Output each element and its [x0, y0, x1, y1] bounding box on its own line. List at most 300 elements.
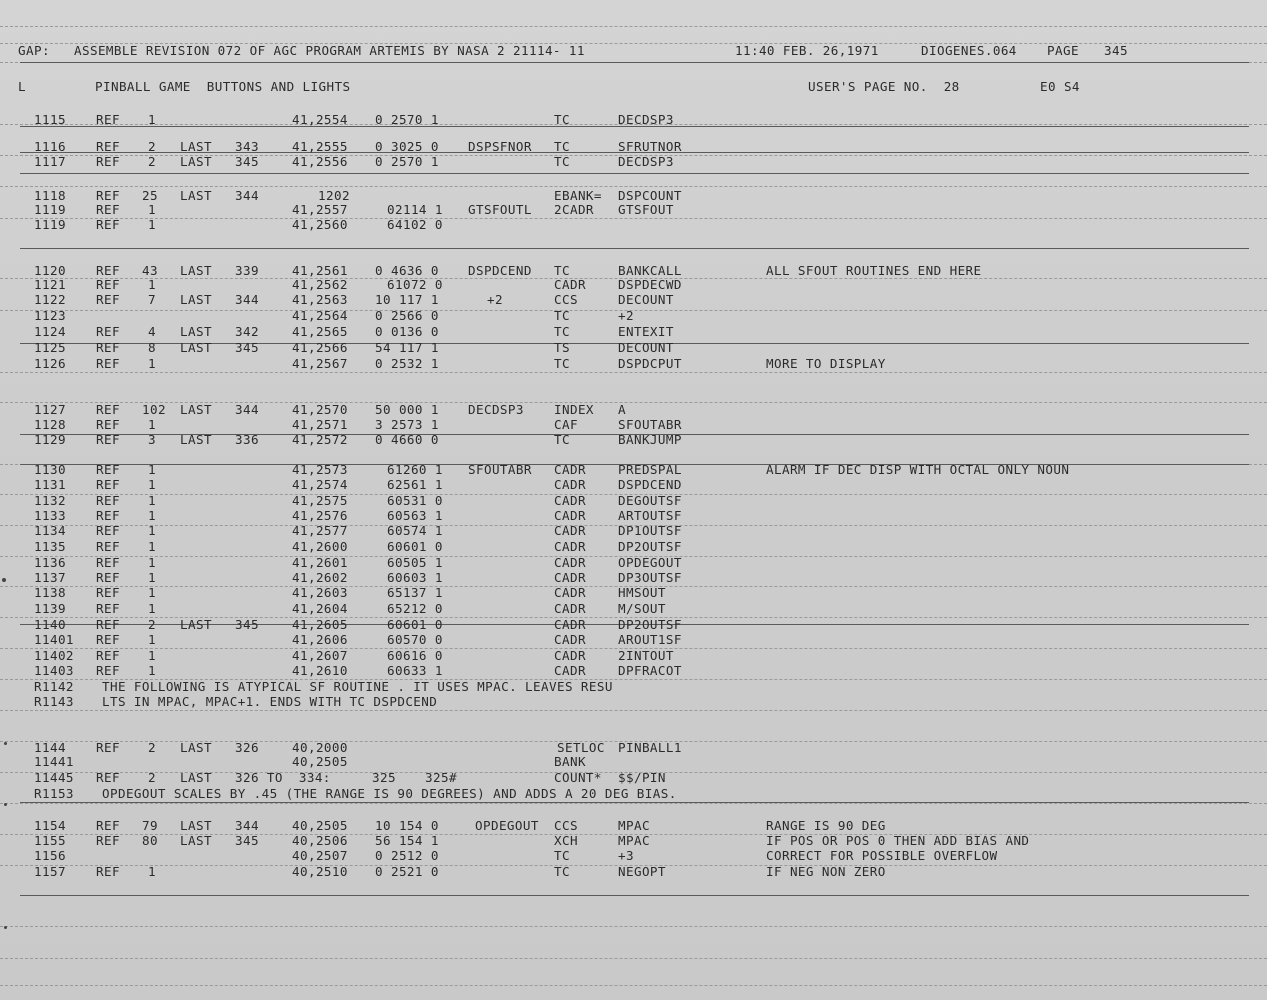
- listing-n: 1116: [34, 139, 66, 154]
- listing-ref: REF: [96, 740, 120, 755]
- listing-lp: 326 TO 334:: [235, 770, 331, 785]
- listing-ref: REF: [96, 477, 120, 492]
- listing-n: 1119: [34, 217, 66, 232]
- diogenes-id: DIOGENES.064: [921, 43, 1017, 58]
- users-page-number: USER'S PAGE NO. 28: [808, 79, 960, 94]
- listing-cnt: 1: [148, 217, 156, 232]
- listing-ref: REF: [96, 508, 120, 523]
- listing-n: 11445: [34, 770, 74, 785]
- listing-op: CADR: [554, 617, 586, 632]
- listing-cnt: 1: [148, 570, 156, 585]
- listing-last: LAST: [180, 292, 212, 307]
- listing-n: 1122: [34, 292, 66, 307]
- listing-ref: REF: [96, 770, 120, 785]
- listing-ref: REF: [96, 462, 120, 477]
- listing-lp: 344: [235, 292, 259, 307]
- listing-cnt: 1: [148, 417, 156, 432]
- listing-cnt: 4: [148, 324, 156, 339]
- listing-ref: REF: [96, 217, 120, 232]
- margin-mark: [2, 578, 6, 582]
- listing-op: CADR: [554, 632, 586, 647]
- listing-ref: REF: [96, 617, 120, 632]
- listing-last: LAST: [180, 770, 212, 785]
- eo-marker: E0 S4: [1040, 79, 1080, 94]
- listing-last: LAST: [180, 340, 212, 355]
- listing-operand: DECOUNT: [618, 340, 674, 355]
- listing-addr: 41,2601: [292, 555, 348, 570]
- listing-cnt: 2: [148, 154, 156, 169]
- listing-n: 1132: [34, 493, 66, 508]
- listing-n: 1130: [34, 462, 66, 477]
- listing-code: 60531 0: [387, 493, 443, 508]
- listing-code: 60616 0: [387, 648, 443, 663]
- listing-operand: SFRUTNOR: [618, 139, 682, 154]
- listing-ref: REF: [96, 818, 120, 833]
- listing-n: 1126: [34, 356, 66, 371]
- listing-operand: HMSOUT: [618, 585, 666, 600]
- listing-operand: DSPDCEND: [618, 477, 682, 492]
- listing-n: 1144: [34, 740, 66, 755]
- listing-comment: RANGE IS 90 DEG: [766, 818, 886, 833]
- listing-addr: 40,2506: [292, 833, 348, 848]
- listing-operand: DECDSP3: [618, 112, 674, 127]
- listing-code: 0 2570 1: [375, 112, 439, 127]
- listing-operand: DEGOUTSF: [618, 493, 682, 508]
- listing-comment: IF POS OR POS 0 THEN ADD BIAS AND: [766, 833, 1030, 848]
- margin-mark: [4, 926, 7, 929]
- listing-lp: 345: [235, 154, 259, 169]
- listing-cnt: 1: [148, 539, 156, 554]
- listing-n: 1156: [34, 848, 66, 863]
- listing-addr: 41,2560: [292, 217, 348, 232]
- listing-operand: NEGOPT: [618, 864, 666, 879]
- listing-last: LAST: [180, 188, 212, 203]
- listing-cnt: 1: [148, 493, 156, 508]
- listing-lp: 339: [235, 263, 259, 278]
- listing-cnt: 1: [148, 864, 156, 879]
- listing-op: CADR: [554, 555, 586, 570]
- listing-addr: 41,2565: [292, 324, 348, 339]
- listing-op: SETLOC: [557, 740, 605, 755]
- listing-operand: +3: [618, 848, 634, 863]
- listing-n: 1123: [34, 308, 66, 323]
- listing-operand: A: [618, 402, 626, 417]
- listing-operand: DP2OUTSF: [618, 539, 682, 554]
- listing-lp: 345: [235, 340, 259, 355]
- listing-code: 65137 1: [387, 585, 443, 600]
- listing-op: CADR: [554, 477, 586, 492]
- listing-operand: SFOUTABR: [618, 417, 682, 432]
- listing-operand: +2: [618, 308, 634, 323]
- listing-n: 1136: [34, 555, 66, 570]
- listing-code: 10 154 0: [375, 818, 439, 833]
- listing-operand: OPDEGOUT: [618, 555, 682, 570]
- gap-label: GAP:: [18, 43, 50, 58]
- listing-code: 60563 1: [387, 508, 443, 523]
- listing-operand: MPAC: [618, 833, 650, 848]
- listing-cnt: 79: [142, 818, 158, 833]
- listing-n: 1127: [34, 402, 66, 417]
- listing-op: CCS: [554, 292, 578, 307]
- listing-code: 54 117 1: [375, 340, 439, 355]
- listing-label: SFOUTABR: [468, 462, 532, 477]
- listing-code: 60603 1: [387, 570, 443, 585]
- listing-cnt: 1: [148, 356, 156, 371]
- listing-addr: 41,2562: [292, 277, 348, 292]
- listing-operand: DP2OUTSF: [618, 617, 682, 632]
- listing-addr: 1202: [318, 188, 350, 203]
- listing-last: LAST: [180, 139, 212, 154]
- listing-code: 60601 0: [387, 539, 443, 554]
- listing-code: 60601 0: [387, 617, 443, 632]
- listing-code: 10 117 1: [375, 292, 439, 307]
- listing-op: EBANK=: [554, 188, 602, 203]
- listing-addr: 41,2575: [292, 493, 348, 508]
- listing-ref: REF: [96, 202, 120, 217]
- listing-cnt: 1: [148, 508, 156, 523]
- listing-operand: M/SOUT: [618, 601, 666, 616]
- listing-lp: 336: [235, 432, 259, 447]
- listing-ref: REF: [96, 570, 120, 585]
- section-title: PINBALL GAME BUTTONS AND LIGHTS: [95, 79, 351, 94]
- listing-code: 60505 1: [387, 555, 443, 570]
- listing-cnt: 2: [148, 617, 156, 632]
- listing-n: 1125: [34, 340, 66, 355]
- margin-mark: [4, 803, 7, 806]
- listing-label: +2: [487, 292, 503, 307]
- listing-op: CADR: [554, 508, 586, 523]
- listing-addr: 41,2577: [292, 523, 348, 538]
- listing-label: DECDSP3: [468, 402, 524, 417]
- listing-cnt: 43: [142, 263, 158, 278]
- listing-last: LAST: [180, 833, 212, 848]
- listing-lp: 344: [235, 188, 259, 203]
- listing-n: 1128: [34, 417, 66, 432]
- listing-n: 1119: [34, 202, 66, 217]
- listing-n: 11403: [34, 663, 74, 678]
- listing-addr: 41,2576: [292, 508, 348, 523]
- listing-label: GTSFOUTL: [468, 202, 532, 217]
- listing-code: 0 0136 0: [375, 324, 439, 339]
- listing-cnt: 1: [148, 523, 156, 538]
- listing-n: 1124: [34, 324, 66, 339]
- listing-ref: REF: [96, 864, 120, 879]
- timestamp: 11:40 FEB. 26,1971: [735, 43, 879, 58]
- listing-n: 1138: [34, 585, 66, 600]
- listing-cnt: 2: [148, 139, 156, 154]
- listing-ref: REF: [96, 324, 120, 339]
- listing-op: CCS: [554, 818, 578, 833]
- listing-ref: REF: [96, 356, 120, 371]
- listing-n: R1142: [34, 679, 74, 694]
- listing-n: 1131: [34, 477, 66, 492]
- listing-operand: PREDSPAL: [618, 462, 682, 477]
- listing-lp: 344: [235, 402, 259, 417]
- listing-cnt: 7: [148, 292, 156, 307]
- listing-code: 0 4636 0: [375, 263, 439, 278]
- listing-n: 1157: [34, 864, 66, 879]
- listing-cnt: 1: [148, 462, 156, 477]
- listing-cnt: 80: [142, 833, 158, 848]
- listing-operand: BANKCALL: [618, 263, 682, 278]
- listing-operand: GTSFOUT: [618, 202, 674, 217]
- listing-ref: REF: [96, 539, 120, 554]
- listing-n: 1139: [34, 601, 66, 616]
- listing-label: DSPSFNOR: [468, 139, 532, 154]
- listing-op: CADR: [554, 523, 586, 538]
- listing-operand: AROUT1SF: [618, 632, 682, 647]
- listing-ref: REF: [96, 277, 120, 292]
- listing-cnt: 3: [148, 432, 156, 447]
- listing-code: 61072 0: [387, 277, 443, 292]
- listing-addr: 41,2563: [292, 292, 348, 307]
- listing-operand: DECDSP3: [618, 154, 674, 169]
- listing-addr: 40,2505: [292, 818, 348, 833]
- listing-op: BANK: [554, 754, 586, 769]
- listing-cnt: 2: [148, 770, 156, 785]
- listing-lp: 345: [235, 833, 259, 848]
- listing-addr: 41,2566: [292, 340, 348, 355]
- listing-cnt: 1: [148, 601, 156, 616]
- listing-text: LTS IN MPAC, MPAC+1. ENDS WITH TC DSPDCEND: [102, 694, 438, 709]
- listing-operand: MPAC: [618, 818, 650, 833]
- listing-code: 0 3025 0: [375, 139, 439, 154]
- listing-code: 61260 1: [387, 462, 443, 477]
- listing-code: 0 2532 1: [375, 356, 439, 371]
- listing-n: 1121: [34, 277, 66, 292]
- listing-ref: REF: [96, 263, 120, 278]
- listing-addr: 41,2561: [292, 263, 348, 278]
- listing-lp: 343: [235, 139, 259, 154]
- listing-operand: DP3OUTSF: [618, 570, 682, 585]
- listing-addr: 41,2603: [292, 585, 348, 600]
- listing-cnt: 1: [148, 202, 156, 217]
- listing-operand: PINBALL1: [618, 740, 682, 755]
- listing-addr: 40,2507: [292, 848, 348, 863]
- listing-last: LAST: [180, 324, 212, 339]
- listing-code: 60574 1: [387, 523, 443, 538]
- listing-operand: DPFRACOT: [618, 663, 682, 678]
- listing-addr: 41,2607: [292, 648, 348, 663]
- listing-comment: ALL SFOUT ROUTINES END HERE: [766, 263, 982, 278]
- listing-ref: REF: [96, 632, 120, 647]
- page-subheader: [0, 79, 1080, 95]
- listing-addr: 41,2605: [292, 617, 348, 632]
- listing-op: TC: [554, 324, 570, 339]
- listing-op: TC: [554, 356, 570, 371]
- page-header: [0, 43, 1128, 59]
- listing-n: 1117: [34, 154, 66, 169]
- listing-n: R1153: [34, 786, 74, 801]
- listing-op: TC: [554, 112, 570, 127]
- listing-cnt: 1: [148, 277, 156, 292]
- listing-ref: REF: [96, 493, 120, 508]
- listing-addr: 41,2610: [292, 663, 348, 678]
- listing-n: 1140: [34, 617, 66, 632]
- listing-n: 11402: [34, 648, 74, 663]
- listing-operand: ARTOUTSF: [618, 508, 682, 523]
- listing-cnt: 25: [142, 188, 158, 203]
- listing-ref: REF: [96, 139, 120, 154]
- listing-code: 50 000 1: [375, 402, 439, 417]
- listing-ref: REF: [96, 648, 120, 663]
- listing-cnt: 1: [148, 632, 156, 647]
- page-label: PAGE: [1047, 43, 1079, 58]
- listing-addr: 40,2000: [292, 740, 348, 755]
- listing-n: R1143: [34, 694, 74, 709]
- listing-comment: IF NEG NON ZERO: [766, 864, 886, 879]
- listing-comment: MORE TO DISPLAY: [766, 356, 886, 371]
- listing-op: TS: [554, 340, 570, 355]
- listing-n: 1154: [34, 818, 66, 833]
- listing-cnt: 1: [148, 555, 156, 570]
- listing-op: CADR: [554, 462, 586, 477]
- listing-last: LAST: [180, 740, 212, 755]
- listing-n: 1137: [34, 570, 66, 585]
- listing-operand: $$/PIN: [618, 770, 666, 785]
- listing-code: 0 2566 0: [375, 308, 439, 323]
- listing-n: 11401: [34, 632, 74, 647]
- listing-ref: REF: [96, 154, 120, 169]
- listing-ref: REF: [96, 833, 120, 848]
- listing-addr: 41,2574: [292, 477, 348, 492]
- listing-ref: REF: [96, 402, 120, 417]
- listing-op: TC: [554, 263, 570, 278]
- listing-addr: 41,2606: [292, 632, 348, 647]
- listing-addr: 41,2556: [292, 154, 348, 169]
- listing-addr: 41,2572: [292, 432, 348, 447]
- listing-operand: DECOUNT: [618, 292, 674, 307]
- listing-n: 1135: [34, 539, 66, 554]
- listing-code: 60633 1: [387, 663, 443, 678]
- listing-op: TC: [554, 864, 570, 879]
- listing-op: TC: [554, 154, 570, 169]
- listing-op: CADR: [554, 663, 586, 678]
- listing-cnt: 2: [148, 740, 156, 755]
- listing-op: CADR: [554, 601, 586, 616]
- listing-ref: REF: [96, 601, 120, 616]
- listing-op: XCH: [554, 833, 578, 848]
- listing-op: TC: [554, 308, 570, 323]
- listing-last: LAST: [180, 402, 212, 417]
- listing-ref: REF: [96, 292, 120, 307]
- listing-operand: DP1OUTSF: [618, 523, 682, 538]
- listing-ref: REF: [96, 188, 120, 203]
- listing-n: 1133: [34, 508, 66, 523]
- listing-op: CADR: [554, 493, 586, 508]
- listing-code: 62561 1: [387, 477, 443, 492]
- listing-op: CADR: [554, 570, 586, 585]
- listing-cnt: 1: [148, 663, 156, 678]
- listing-ref: REF: [96, 555, 120, 570]
- listing-last: LAST: [180, 818, 212, 833]
- listing-addr: 325: [372, 770, 396, 785]
- listing-code: 02114 1: [387, 202, 443, 217]
- listing-n: 1115: [34, 112, 66, 127]
- margin-mark: [4, 742, 7, 745]
- listing-op: TC: [554, 848, 570, 863]
- listing-cnt: 1: [148, 477, 156, 492]
- listing-last: LAST: [180, 263, 212, 278]
- listing-n: 11441: [34, 754, 74, 769]
- listing-op: TC: [554, 432, 570, 447]
- listing-ref: REF: [96, 112, 120, 127]
- listing-addr: 41,2554: [292, 112, 348, 127]
- listing-code: 0 2521 0: [375, 864, 439, 879]
- listing-code: 56 154 1: [375, 833, 439, 848]
- listing-ref: REF: [96, 585, 120, 600]
- assemble-line: ASSEMBLE REVISION 072 OF AGC PROGRAM ARTEMIS BY NASA 2 21114- 11: [74, 43, 585, 58]
- listing-code: 3 2573 1: [375, 417, 439, 432]
- listing-lp: 326: [235, 740, 259, 755]
- listing-op: INDEX: [554, 402, 594, 417]
- listing-marker: L: [18, 79, 26, 94]
- listing-last: LAST: [180, 154, 212, 169]
- listing-lp: 344: [235, 818, 259, 833]
- listing-ref: REF: [96, 523, 120, 538]
- listing-addr: 41,2600: [292, 539, 348, 554]
- listing-op: CADR: [554, 585, 586, 600]
- listing-code: 60570 0: [387, 632, 443, 647]
- listing-n: 1129: [34, 432, 66, 447]
- listing-ref: REF: [96, 340, 120, 355]
- listing-n: 1155: [34, 833, 66, 848]
- listing-code: 0 2512 0: [375, 848, 439, 863]
- listing-addr: 41,2555: [292, 139, 348, 154]
- page-number: 345: [1104, 43, 1128, 58]
- listing-cnt: 1: [148, 112, 156, 127]
- listing-op: COUNT*: [554, 770, 602, 785]
- listing-lp: 342: [235, 324, 259, 339]
- listing-label: OPDEGOUT: [475, 818, 539, 833]
- listing-ref: REF: [96, 432, 120, 447]
- listing-n: 1120: [34, 263, 66, 278]
- listing-operand: 2INTOUT: [618, 648, 674, 663]
- listing-addr: 41,2573: [292, 462, 348, 477]
- listing-addr: 40,2505: [292, 754, 348, 769]
- listing-operand: ENTEXIT: [618, 324, 674, 339]
- listing-cnt: 1: [148, 585, 156, 600]
- listing-comment: CORRECT FOR POSSIBLE OVERFLOW: [766, 848, 998, 863]
- listing-cnt: 8: [148, 340, 156, 355]
- listing-comment: ALARM IF DEC DISP WITH OCTAL ONLY NOUN: [766, 462, 1070, 477]
- listing-code: 0 4660 0: [375, 432, 439, 447]
- listing-op: CADR: [554, 539, 586, 554]
- listing-addr: 41,2571: [292, 417, 348, 432]
- listing-text: OPDEGOUT SCALES BY .45 (THE RANGE IS 90 DEGREES) AND ADDS A 20 DEG BIAS.: [102, 786, 677, 801]
- listing-op: CADR: [554, 277, 586, 292]
- listing-op: CADR: [554, 648, 586, 663]
- listing-addr: 41,2557: [292, 202, 348, 217]
- listing-op: TC: [554, 139, 570, 154]
- listing-addr: 41,2564: [292, 308, 348, 323]
- listing-code: 0 2570 1: [375, 154, 439, 169]
- listing-text: THE FOLLOWING IS ATYPICAL SF ROUTINE . IT USES MPAC. LEAVES RESU: [102, 679, 613, 694]
- listing-op: CAF: [554, 417, 578, 432]
- listing-n: 1134: [34, 523, 66, 538]
- listing-addr: 41,2570: [292, 402, 348, 417]
- listing-operand: BANKJUMP: [618, 432, 682, 447]
- listing-cnt: 102: [142, 402, 166, 417]
- listing-ref: REF: [96, 663, 120, 678]
- listing-code: 325#: [425, 770, 457, 785]
- listing-n: 1118: [34, 188, 66, 203]
- listing-addr: 41,2604: [292, 601, 348, 616]
- listing-addr: 41,2602: [292, 570, 348, 585]
- listing-cnt: 1: [148, 648, 156, 663]
- listing-addr: 40,2510: [292, 864, 348, 879]
- listing-operand: DSPDCPUT: [618, 356, 682, 371]
